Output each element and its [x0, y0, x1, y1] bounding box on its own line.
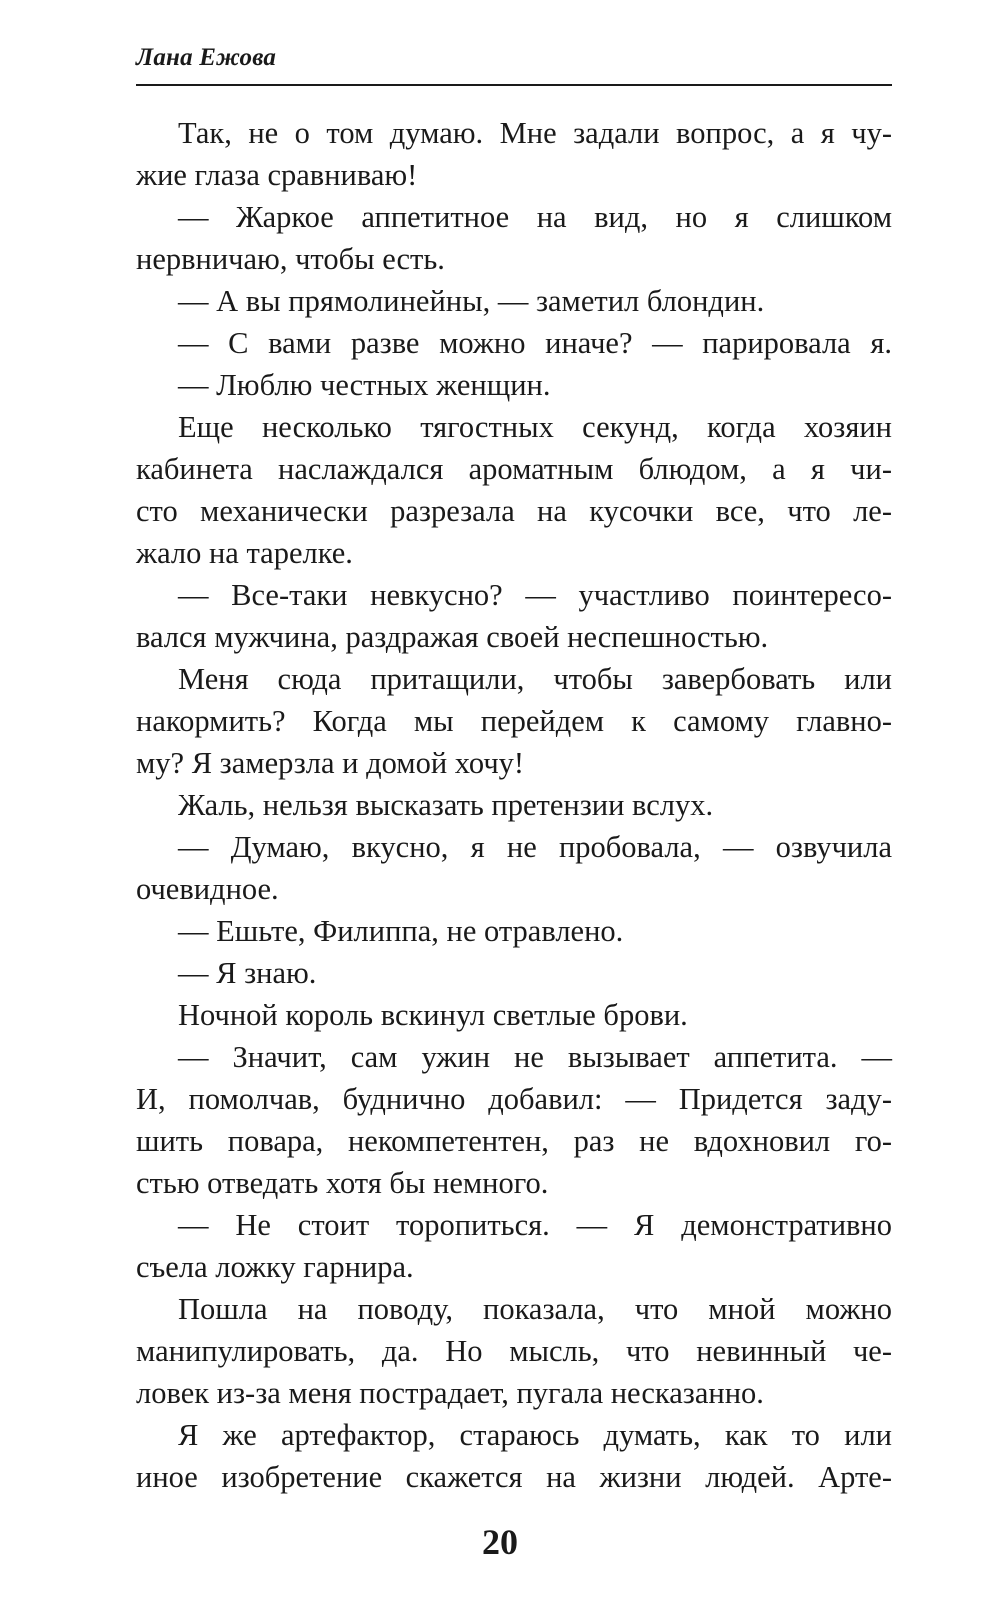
text-line: И, помолчав, буднично добавил: — Придется заду-	[136, 1082, 892, 1116]
text-line: — Думаю, вкусно, я не пробовала, — озвучила	[178, 830, 892, 864]
text-line: иное изобретение скажется на жизни людей. Арте-	[136, 1460, 892, 1494]
text-line: му? Я замерзла и домой хочу!	[136, 746, 525, 780]
text-line: Ночной король вскинул светлые брови.	[178, 998, 688, 1032]
text-line: вался мужчина, раздражая своей неспешностью.	[136, 620, 769, 654]
text-line: Еще несколько тягостных секунд, когда хозяин	[178, 410, 892, 444]
text-line: — Не стоит торопиться. — Я демонстративно	[178, 1208, 892, 1242]
text-line: Пошла на поводу, показала, что мной можно	[178, 1292, 892, 1326]
header-rule	[136, 84, 892, 86]
text-line: манипулировать, да. Но мысль, что невинный че-	[136, 1334, 892, 1368]
text-line: сто механически разрезала на кусочки все, что ле-	[136, 494, 892, 528]
text-line: кабинета наслаждался ароматным блюдом, а я чи-	[136, 452, 892, 486]
text-line: стью отведать хотя бы немного.	[136, 1166, 549, 1200]
text-line: — С вами разве можно иначе? — парировала я.	[178, 326, 892, 360]
text-line: жало на тарелке.	[136, 536, 353, 570]
text-line: — Жаркое аппетитное на вид, но я слишком	[178, 200, 892, 234]
text-line: жие глаза сравниваю!	[136, 158, 418, 192]
text-line: шить повара, некомпетентен, раз не вдохновил го-	[136, 1124, 892, 1158]
text-line: ловек из-за меня пострадает, пугала несказанно.	[136, 1376, 764, 1410]
text-line: Я же артефактор, стараюсь думать, как то или	[178, 1418, 892, 1452]
text-line: накормить? Когда мы перейдем к самому главно-	[136, 704, 892, 738]
text-line: съела ложку гарнира.	[136, 1250, 414, 1284]
text-line: Жаль, нельзя высказать претензии вслух.	[178, 788, 714, 822]
text-line: Так, не о том думаю. Мне задали вопрос, а я чу-	[178, 116, 892, 150]
text-line: нервничаю, чтобы есть.	[136, 242, 445, 276]
text-line: очевидное.	[136, 872, 279, 906]
text-line: — А вы прямолинейны, — заметил блондин.	[178, 284, 765, 318]
page-number: 20	[482, 1522, 518, 1562]
text-line: — Все-таки невкусно? — участливо поинтересо-	[178, 578, 892, 612]
text-line: — Люблю честных женщин.	[178, 368, 551, 402]
text-line: — Ешьте, Филиппа, не отравлено.	[178, 914, 624, 948]
text-line: — Значит, сам ужин не вызывает аппетита. —	[178, 1040, 892, 1074]
text-line: — Я знаю.	[178, 956, 317, 990]
text-line: Меня сюда притащили, чтобы завербовать или	[178, 662, 892, 696]
running-head-author: Лана Ежова	[136, 44, 277, 71]
